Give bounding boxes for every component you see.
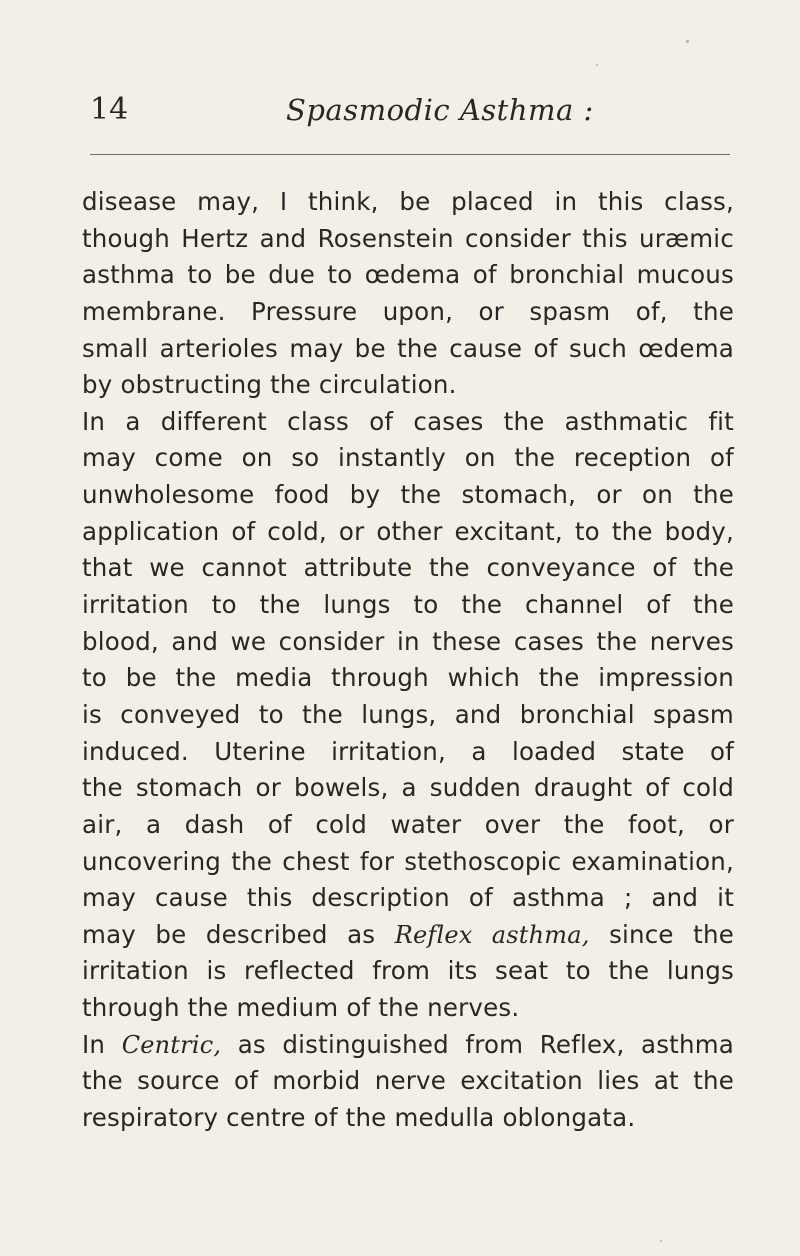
text-line: induced. Uterine irritation, a loaded state of (82, 736, 734, 766)
text-line: uncovering the chest for stethoscopic examination, (82, 846, 734, 876)
paper-speck (596, 64, 598, 66)
body-text (82, 184, 734, 1137)
text-run: In (82, 1029, 106, 1059)
text-run: as distinguished from Reflex, asthma (237, 1029, 734, 1059)
paper-speck (686, 40, 689, 43)
text-line-with-italic (82, 917, 734, 954)
text-line: unwholesome food by the stomach, or on the (82, 480, 734, 510)
text-line: though Hertz and Rosenstein consider this uræmic (82, 223, 734, 253)
text-line: asthma to be due to œdema of bronchial mucous (82, 260, 734, 290)
text-line: membrane. Pressure upon, or spasm of, the (82, 296, 734, 326)
text-line: irritation to the lungs to the channel of the (82, 590, 734, 620)
text-line: through the medium of the nerves. (82, 993, 520, 1023)
text-line: small arterioles may be the cause of such œdema (82, 333, 734, 363)
text-run: since the (609, 919, 734, 949)
text-line: respiratory centre of the medulla oblongata. (82, 1103, 636, 1133)
text-line: may come on so instantly on the reception of (82, 443, 734, 473)
text-line: blood, and we consider in these cases the nerves (82, 626, 734, 656)
text-line: application of cold, or other excitant, to the body, (82, 516, 734, 546)
text-run: may be described as (82, 919, 376, 949)
text-line: the source of morbid nerve excitation lies at the (82, 1066, 734, 1096)
text-line: may cause this description of asthma ; and it (82, 883, 734, 913)
running-title: Spasmodic Asthma : (286, 93, 594, 127)
text-line: by obstructing the circulation. (82, 370, 457, 400)
paper-speck (660, 1240, 662, 1242)
text-line: is conveyed to the lungs, and bronchial spasm (82, 699, 734, 729)
text-line: disease may, I think, be placed in this class, (82, 187, 734, 216)
italic-term-reflex-asthma: Reflex asthma, (394, 920, 590, 949)
text-line: that we cannot attribute the conveyance of the (82, 553, 734, 583)
page-number: 14 (90, 92, 129, 127)
header-rule (90, 154, 730, 155)
text-line: to be the media through which the impression (82, 663, 734, 693)
text-line: the stomach or bowels, a sudden draught of cold (82, 773, 734, 803)
text-line: air, a dash of cold water over the foot, or (82, 809, 734, 839)
page-header (0, 90, 800, 140)
paragraph-start-line: In a different class of cases the asthmatic fit (82, 406, 734, 436)
italic-term-centric: Centric, (121, 1030, 222, 1059)
text-line: irritation is reflected from its seat to the lungs (82, 956, 734, 986)
paragraph-start-line (82, 1027, 734, 1064)
